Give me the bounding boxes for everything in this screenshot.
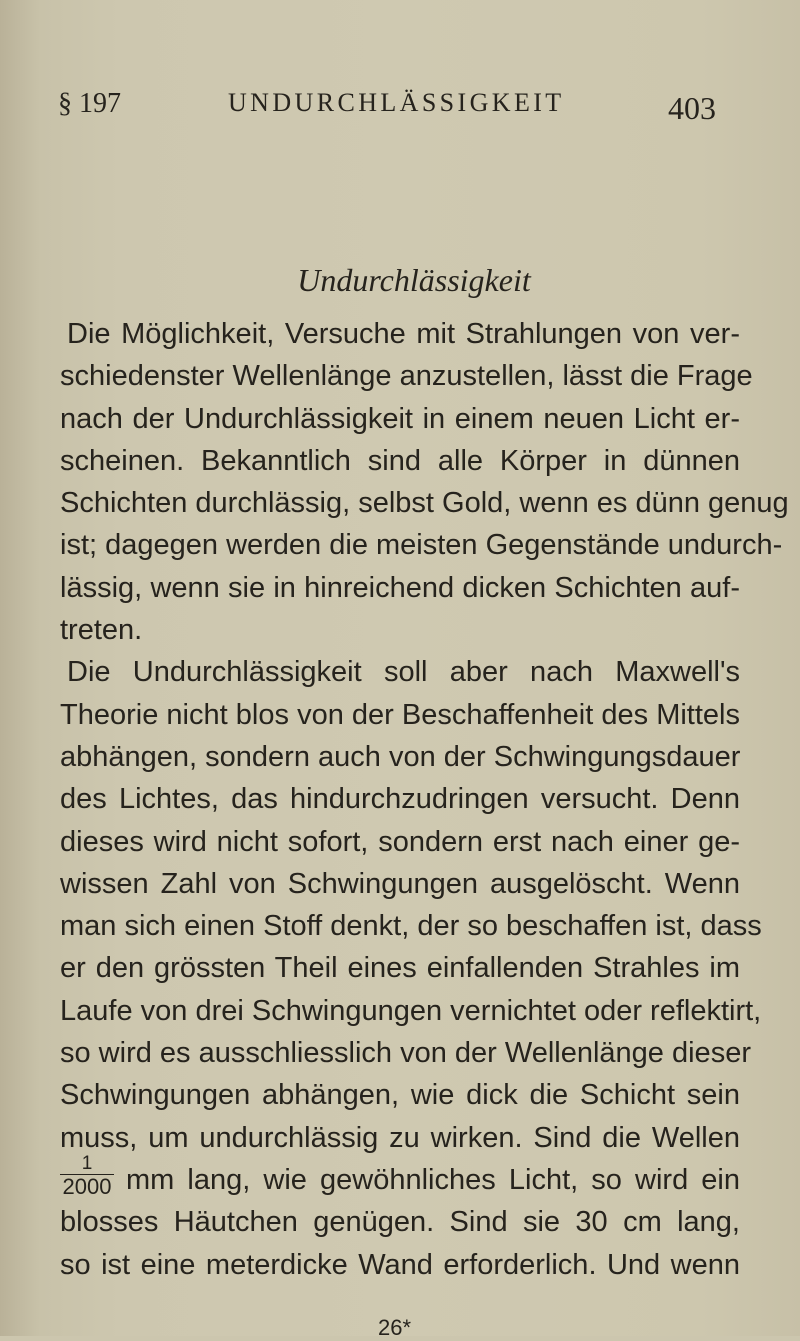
text-line: ist; dagegen werden die meisten Gegenstände undurch-: [60, 529, 783, 562]
text-line: scheinen. Bekanntlich sind alle Körper in dünnen: [60, 444, 740, 477]
fraction-line: [60, 1153, 740, 1201]
text-line: Die Möglichkeit, Versuche mit Strahlungen von ver-: [67, 318, 740, 350]
fraction-denominator: 2000: [62, 1174, 112, 1200]
text-line: nach der Undurchlässigkeit in einem neuen Licht er-: [60, 402, 740, 435]
text-line: er den grössten Theil eines einfallenden Strahles im: [60, 952, 740, 985]
text-line: muss, um undurchlässig zu wirken. Sind die Wellen: [60, 1121, 740, 1154]
page-number: 403: [668, 90, 716, 126]
body-text: [60, 313, 789, 1286]
fraction: [60, 1153, 114, 1200]
text-line: lässig, wenn sie in hinreichend dicken Schichten auf-: [60, 571, 740, 604]
running-header: [0, 88, 800, 128]
text-line: dieses wird nicht sofort, sondern erst nach einer ge-: [60, 825, 740, 858]
text-line: Laufe von drei Schwingungen vernichtet oder reflektirt,: [60, 994, 762, 1027]
fraction-numerator: 1: [81, 1153, 93, 1175]
text-line: so ist eine meterdicke Wand erforderlich. Und wenn: [60, 1248, 740, 1281]
section-title: Undurchlässigkeit: [297, 262, 531, 298]
text-line: wissen Zahl von Schwingungen ausgelöscht. Wenn: [60, 867, 740, 900]
running-title: UNDURCHLÄSSIGKEIT: [228, 88, 565, 117]
text-line: blosses Häutchen genügen. Sind sie 30 cm lang,: [60, 1206, 740, 1239]
text-line: des Lichtes, das hindurchzudringen versucht. Denn: [60, 783, 740, 816]
text-line: Theorie nicht blos von der Beschaffenheit des Mittels: [60, 698, 740, 731]
paragraph-1: [60, 313, 789, 651]
text-line: mm lang, wie gewöhnliches Licht, so wird ein: [126, 1163, 740, 1196]
text-line: schiedenster Wellenlänge anzustellen, lässt die Frage: [60, 360, 753, 393]
text-line: Schwingungen abhängen, wie dick die Schicht sein: [60, 1079, 740, 1112]
printer-signature: 26*: [378, 1315, 412, 1340]
text-line: man sich einen Stoff denkt, der so beschaffen ist, dass: [60, 910, 762, 943]
text-line: Die Undurchlässigkeit soll aber nach Maxwell's: [67, 656, 740, 689]
paragraph-2: [60, 651, 762, 1285]
text-line: Schichten durchlässig, selbst Gold, wenn es dünn genug: [60, 487, 789, 520]
text-line: treten.: [60, 614, 143, 647]
section-number: § 197: [58, 88, 121, 119]
text-line: abhängen, sondern auch von der Schwingungsdauer: [60, 740, 741, 773]
text-line: so wird es ausschliesslich von der Wellenlänge dieser: [60, 1037, 751, 1070]
